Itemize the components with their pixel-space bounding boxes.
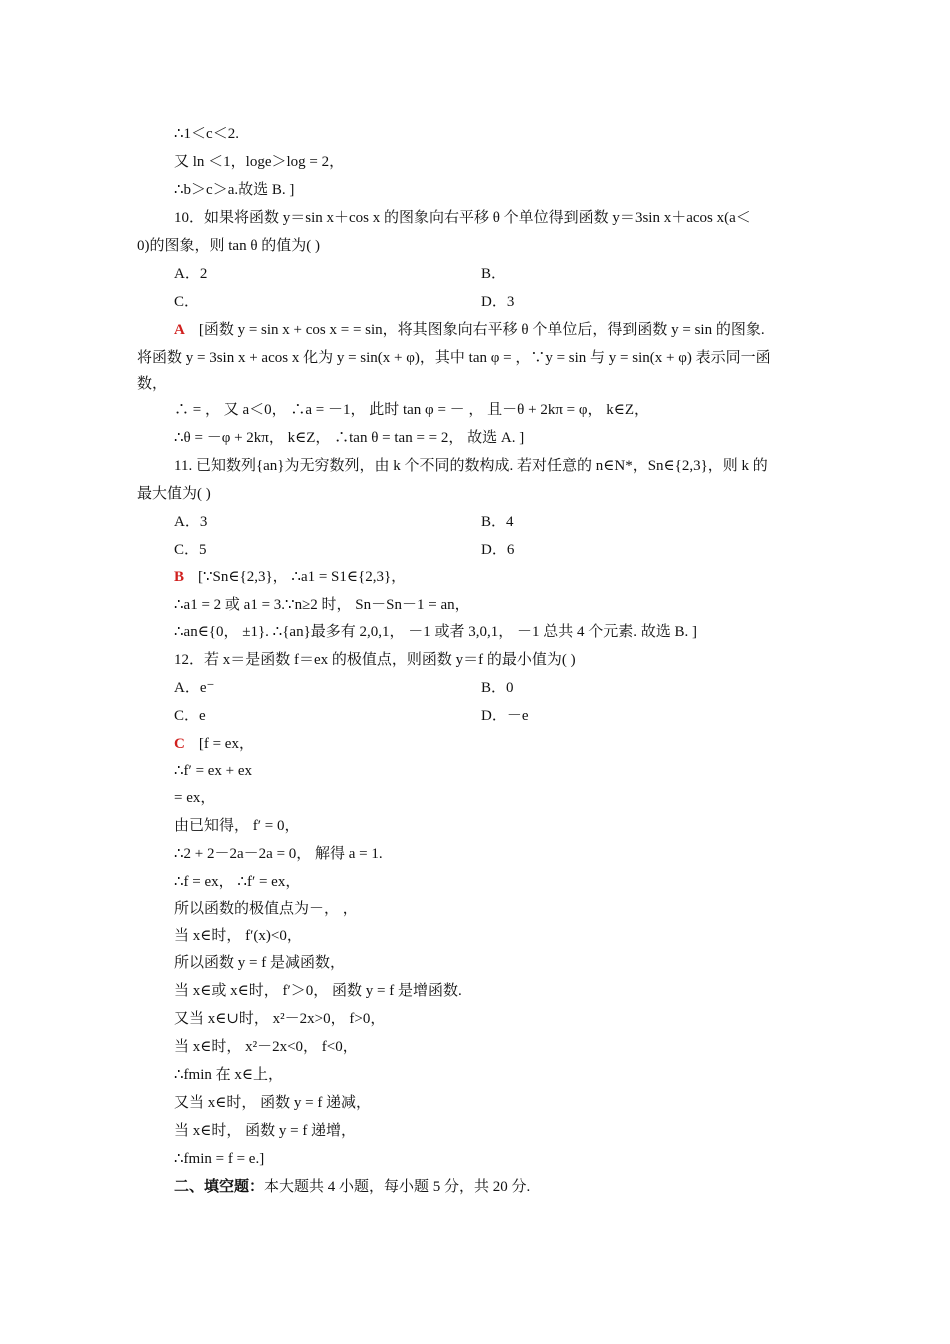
option-b: B． bbox=[481, 266, 507, 282]
question-10-line-1: 10．如果将函数 y＝sin x＋cos x 的图象向右平移 θ 个单位得到函数 y＝3sin x＋acos x(a＜ bbox=[174, 210, 751, 226]
answer-text: [∵Sn∈{2,3}， ∴a1 = S1∈{2,3}， bbox=[198, 569, 407, 585]
answer-text: [f = ex， bbox=[198, 736, 254, 752]
text-line: 又当 x∈时， 函数 y = f 递减， bbox=[174, 1095, 372, 1111]
text-line: = ex， bbox=[174, 790, 216, 806]
text-line: 由已知得， f′ = 0， bbox=[174, 818, 300, 834]
text-line: 所以函数的极值点为－， ， bbox=[174, 901, 358, 917]
option-a: A．3 bbox=[174, 514, 208, 530]
option-b: B．0 bbox=[481, 680, 514, 696]
option-a: A．2 bbox=[174, 266, 208, 282]
answer-label: A bbox=[174, 322, 185, 338]
text-line: 将函数 y = 3sin x + acos x 化为 y = sin(x + φ)，其中 tan φ = ，∵y = sin 与 y = sin(x + φ) 表示同一函 bbox=[137, 350, 771, 366]
text-line: 当 x∈时， x²－2x<0， f<0， bbox=[174, 1039, 358, 1055]
answer-11-line-1 bbox=[174, 567, 406, 587]
option-d: D．3 bbox=[481, 294, 515, 310]
question-12-line-1: 12．若 x＝是函数 f＝ex 的极值点，则函数 y＝f 的最小值为( ) bbox=[174, 652, 576, 668]
option-d: D．－e bbox=[481, 708, 529, 724]
question-11-line-1: 11. 已知数列{an}为无穷数列，由 k 个不同的数构成. 若对任意的 n∈N*，Sn∈{2,3}，则 k 的 bbox=[174, 458, 768, 474]
answer-label: C bbox=[174, 736, 185, 752]
question-10-line-2: 0)的图象，则 tan θ 的值为( ) bbox=[137, 238, 320, 254]
text-line: 当 x∈时， 函数 y = f 递增， bbox=[174, 1123, 357, 1139]
text-line: ∴ = ， 又 a＜0， ∴a = －1， 此时 tan φ = － ， 且－θ + 2kπ = φ， k∈Z， bbox=[174, 402, 650, 418]
text-line: ∴a1 = 2 或 a1 = 3.∵n≥2 时， Sn－Sn－1 = an， bbox=[174, 597, 470, 613]
option-c: C．e bbox=[174, 708, 206, 724]
question-11-line-2: 最大值为( ) bbox=[137, 486, 211, 502]
option-d: D．6 bbox=[481, 542, 515, 558]
answer-text: [函数 y = sin x + cos x = = sin，将其图象向右平移 θ 个单位后，得到函数 y = sin 的图象. bbox=[198, 322, 765, 338]
text-line: ∴2 + 2－2a－2a = 0， 解得 a = 1. bbox=[174, 846, 383, 862]
section-heading bbox=[174, 1177, 530, 1197]
text-line: ∴f′ = ex + ex bbox=[174, 763, 253, 779]
option-b: B．4 bbox=[481, 514, 514, 530]
text-line: ∴an∈{0， ±1}. ∴{an}最多有 2,0,1， －1 或者 3,0,1， －1 总共 4 个元素. 故选 B. ] bbox=[174, 624, 698, 640]
text-line: 当 x∈时， f′(x)<0， bbox=[174, 928, 302, 944]
section-label: 二、填空题： bbox=[174, 1179, 265, 1195]
section-text: 本大题共 4 小题，每小题 5 分，共 20 分. bbox=[264, 1179, 531, 1195]
answer-label: B bbox=[174, 569, 185, 585]
text-line: ∴fmin = f = e.] bbox=[174, 1151, 265, 1167]
text-line: ∴θ = －φ + 2kπ， k∈Z， ∴tan θ = tan = = 2， 故选 A. ] bbox=[174, 430, 525, 446]
text-line: 当 x∈或 x∈时， f′＞0， 函数 y = f 是增函数. bbox=[174, 983, 462, 999]
option-c: C． bbox=[174, 294, 200, 310]
text-line: ∴1＜c＜2. bbox=[174, 126, 239, 142]
option-a: A．e⁻ bbox=[174, 680, 215, 696]
text-line: ∴f = ex， ∴f′ = ex， bbox=[174, 874, 301, 890]
text-line: 所以函数 y = f 是减函数， bbox=[174, 955, 345, 971]
answer-12-line-1 bbox=[174, 734, 254, 754]
text-line: 又 ln ＜1，loge＞log = 2， bbox=[174, 154, 345, 170]
text-line: ∴fmin 在 x∈上， bbox=[174, 1067, 283, 1083]
text-line: 又当 x∈∪时， x²－2x>0， f>0， bbox=[174, 1011, 386, 1027]
text-line: 数， bbox=[137, 376, 168, 392]
text-line: ∴b＞c＞a.故选 B. ] bbox=[174, 182, 295, 198]
option-c: C．5 bbox=[174, 542, 207, 558]
answer-10-line-1 bbox=[174, 320, 765, 340]
